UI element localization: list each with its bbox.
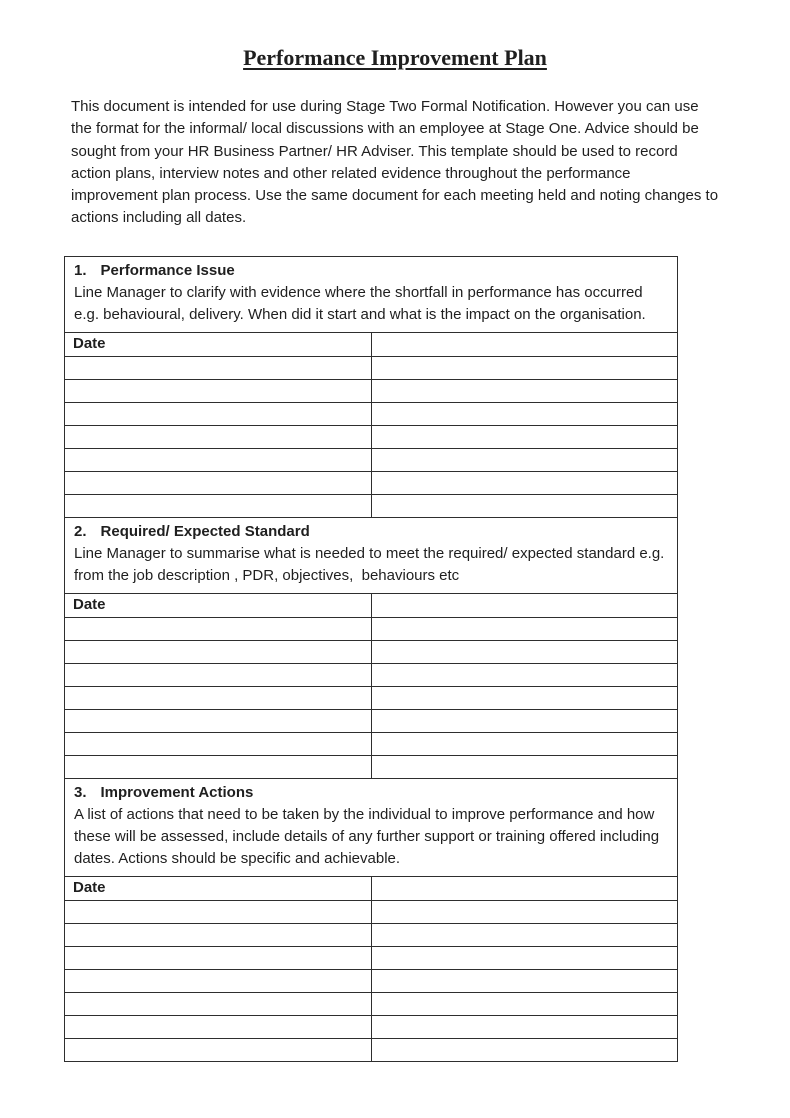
empty-notes-cell bbox=[371, 494, 678, 517]
empty-date-cell bbox=[65, 640, 372, 663]
date-header-row bbox=[65, 332, 678, 356]
section-header-row bbox=[65, 256, 678, 332]
empty-date-cell bbox=[65, 1015, 372, 1038]
empty-notes-cell bbox=[371, 992, 678, 1015]
empty-notes-cell bbox=[371, 663, 678, 686]
empty-notes-cell bbox=[371, 402, 678, 425]
date-value-cell bbox=[371, 876, 678, 900]
section-header-row bbox=[65, 517, 678, 593]
empty-row bbox=[65, 946, 678, 969]
empty-row bbox=[65, 448, 678, 471]
date-label-cell bbox=[65, 876, 372, 900]
empty-date-cell bbox=[65, 1038, 372, 1061]
empty-notes-cell bbox=[371, 379, 678, 402]
empty-notes-cell bbox=[371, 923, 678, 946]
empty-date-cell bbox=[65, 448, 372, 471]
empty-date-cell bbox=[65, 992, 372, 1015]
empty-row bbox=[65, 640, 678, 663]
empty-date-cell bbox=[65, 755, 372, 778]
intro-paragraph: This document is intended for use during Stage Two Formal Notification. However you can use the format for the informal/ local discussions with an employee at Stage One. Advice should be sought from your HR Business Partner/ HR Adviser. This template should be used to record action plans, interview notes and other related evidence throughout the performance improvement plan process. Use the same document for each meeting held and noting changes to actions including all dates. bbox=[71, 98, 719, 227]
empty-notes-cell bbox=[371, 686, 678, 709]
empty-notes-cell bbox=[371, 946, 678, 969]
section-number: 3. bbox=[74, 783, 87, 801]
empty-date-cell bbox=[65, 356, 372, 379]
empty-row bbox=[65, 709, 678, 732]
empty-date-cell bbox=[65, 923, 372, 946]
empty-row bbox=[65, 425, 678, 448]
section-header-cell bbox=[65, 778, 678, 876]
empty-notes-cell bbox=[371, 640, 678, 663]
date-label: Date bbox=[73, 334, 106, 352]
empty-row bbox=[65, 617, 678, 640]
empty-notes-cell bbox=[371, 755, 678, 778]
empty-notes-cell bbox=[371, 900, 678, 923]
section-title bbox=[74, 521, 668, 543]
empty-date-cell bbox=[65, 686, 372, 709]
empty-row bbox=[65, 900, 678, 923]
empty-row bbox=[65, 992, 678, 1015]
section-title bbox=[74, 782, 668, 804]
date-header-row bbox=[65, 593, 678, 617]
empty-notes-cell bbox=[371, 1038, 678, 1061]
empty-row bbox=[65, 732, 678, 755]
date-value-cell bbox=[371, 332, 678, 356]
empty-notes-cell bbox=[371, 1015, 678, 1038]
section-heading: Performance Issue bbox=[100, 261, 235, 279]
section-heading: Improvement Actions bbox=[100, 783, 254, 801]
empty-row bbox=[65, 402, 678, 425]
empty-row bbox=[65, 755, 678, 778]
section-description: Line Manager to summarise what is needed to meet the required/ expected standard e.g. from the job description , PDR, objectives, behaviours etc bbox=[74, 544, 669, 585]
empty-row bbox=[65, 1015, 678, 1038]
date-header-row bbox=[65, 876, 678, 900]
empty-date-cell bbox=[65, 732, 372, 755]
empty-row bbox=[65, 663, 678, 686]
section-table-2 bbox=[64, 517, 678, 779]
empty-date-cell bbox=[65, 379, 372, 402]
section-description: A list of actions that need to be taken by the individual to improve performance and how these will be assessed, include details of any further support or training offered including dates. Actions should be specific and achievable. bbox=[74, 805, 664, 868]
empty-notes-cell bbox=[371, 448, 678, 471]
empty-row bbox=[65, 1038, 678, 1061]
section-header-row bbox=[65, 778, 678, 876]
date-label-cell bbox=[65, 332, 372, 356]
empty-row bbox=[65, 923, 678, 946]
section-heading: Required/ Expected Standard bbox=[100, 522, 310, 540]
date-value-cell bbox=[371, 593, 678, 617]
section-description: Line Manager to clarify with evidence where the shortfall in performance has occurred e.g. behavioural, delivery. When did it start and what is the impact on the organisation. bbox=[74, 284, 647, 324]
page-title: Performance Improvement Plan bbox=[243, 45, 547, 70]
empty-date-cell bbox=[65, 663, 372, 686]
empty-row bbox=[65, 471, 678, 494]
empty-row bbox=[65, 379, 678, 402]
empty-date-cell bbox=[65, 900, 372, 923]
section-number: 2. bbox=[74, 522, 87, 540]
empty-notes-cell bbox=[371, 471, 678, 494]
empty-row bbox=[65, 494, 678, 517]
empty-row bbox=[65, 356, 678, 379]
empty-notes-cell bbox=[371, 732, 678, 755]
empty-notes-cell bbox=[371, 356, 678, 379]
date-label-cell bbox=[65, 593, 372, 617]
section-table-3 bbox=[64, 778, 678, 1062]
empty-date-cell bbox=[65, 471, 372, 494]
empty-notes-cell bbox=[371, 425, 678, 448]
empty-date-cell bbox=[65, 969, 372, 992]
empty-date-cell bbox=[65, 402, 372, 425]
date-label: Date bbox=[73, 878, 106, 896]
date-label: Date bbox=[73, 595, 106, 613]
empty-row bbox=[65, 686, 678, 709]
empty-row bbox=[65, 969, 678, 992]
empty-notes-cell bbox=[371, 709, 678, 732]
empty-date-cell bbox=[65, 494, 372, 517]
empty-notes-cell bbox=[371, 969, 678, 992]
section-number: 1. bbox=[74, 261, 87, 279]
empty-date-cell bbox=[65, 946, 372, 969]
empty-date-cell bbox=[65, 617, 372, 640]
empty-date-cell bbox=[65, 425, 372, 448]
section-table-1 bbox=[64, 256, 678, 518]
sections bbox=[64, 256, 678, 1062]
section-title bbox=[74, 260, 668, 282]
section-header-cell bbox=[65, 517, 678, 593]
section-header-cell bbox=[65, 256, 678, 332]
empty-notes-cell bbox=[371, 617, 678, 640]
empty-date-cell bbox=[65, 709, 372, 732]
